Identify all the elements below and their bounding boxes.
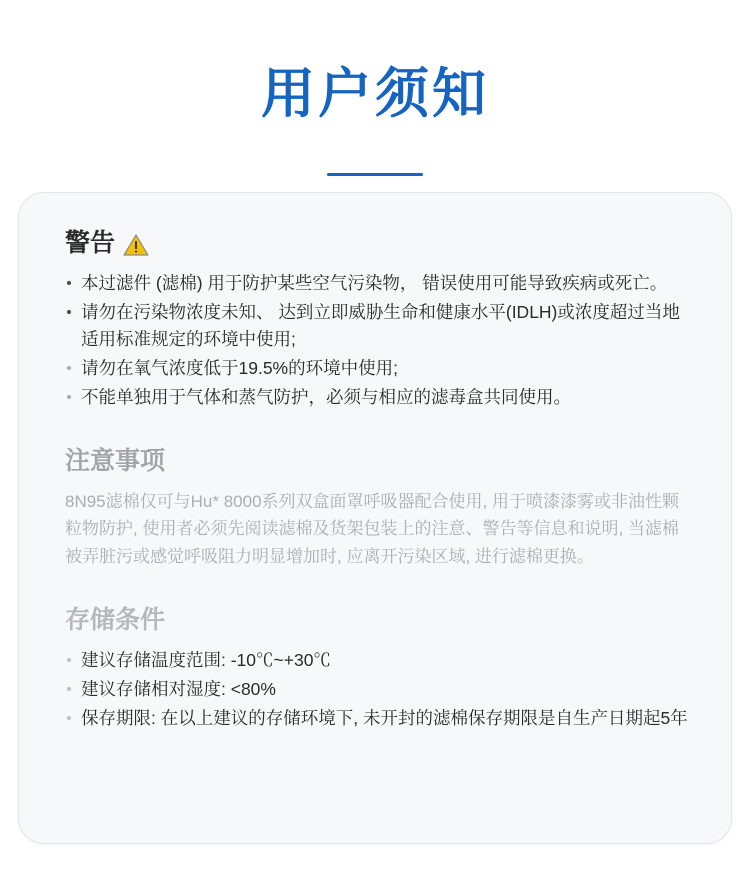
warning-triangle-icon [123,233,149,257]
list-item: 保存期限: 在以上建议的存储环境下, 未开封的滤棉保存期限是自生产日期起5年 [65,705,691,732]
section-warning [65,227,691,411]
precautions-paragraph: 8N95滤棉仅可与Hu* 8000系列双盒面罩呼吸器配合使用, 用于喷漆漆雾或非油性颗粒物防护, 使用者必须先阅读滤棉及货架包装上的注意、警告等信息和说明, 当滤棉被弄脏污或感觉呼吸阻力明显增加时, 应离开污染区域, 进行滤棉更换。 [65,491,679,566]
list-item: 不能单独用于气体和蒸气防护，必须与相应的滤毒盒共同使用。 [65,384,691,411]
section-precautions [65,445,691,570]
list-item: 建议存储温度范围: -10℃~+30℃ [65,647,691,674]
spacer [65,415,691,445]
title-divider [327,173,423,176]
list-item: 请勿在氧气浓度低于19.5%的环境中使用; [65,355,691,382]
section-warning-title: 警告 [65,229,116,257]
storage-bullet-list [65,647,691,732]
section-storage-heading: 存储条件 [65,606,166,635]
spacer [65,574,691,604]
section-storage [65,604,691,732]
page-title: 用户须知 [261,64,489,124]
notice-card [18,192,732,844]
section-precautions-heading: 注意事项 [65,447,166,476]
list-item: 建议存储相对湿度: <80% [65,676,691,703]
warning-bullet-list [65,270,691,412]
section-warning-heading [65,227,691,260]
list-item: 请勿在污染物浓度未知、 达到立即威胁生命和健康水平(IDLH)或浓度超过当地适用标准规定的环境中使用; [65,299,691,353]
list-item: 本过滤件 (滤棉) 用于防护某些空气污染物， 错误使用可能导致疾病或死亡。 [65,270,691,297]
notice-card-content [19,193,731,766]
